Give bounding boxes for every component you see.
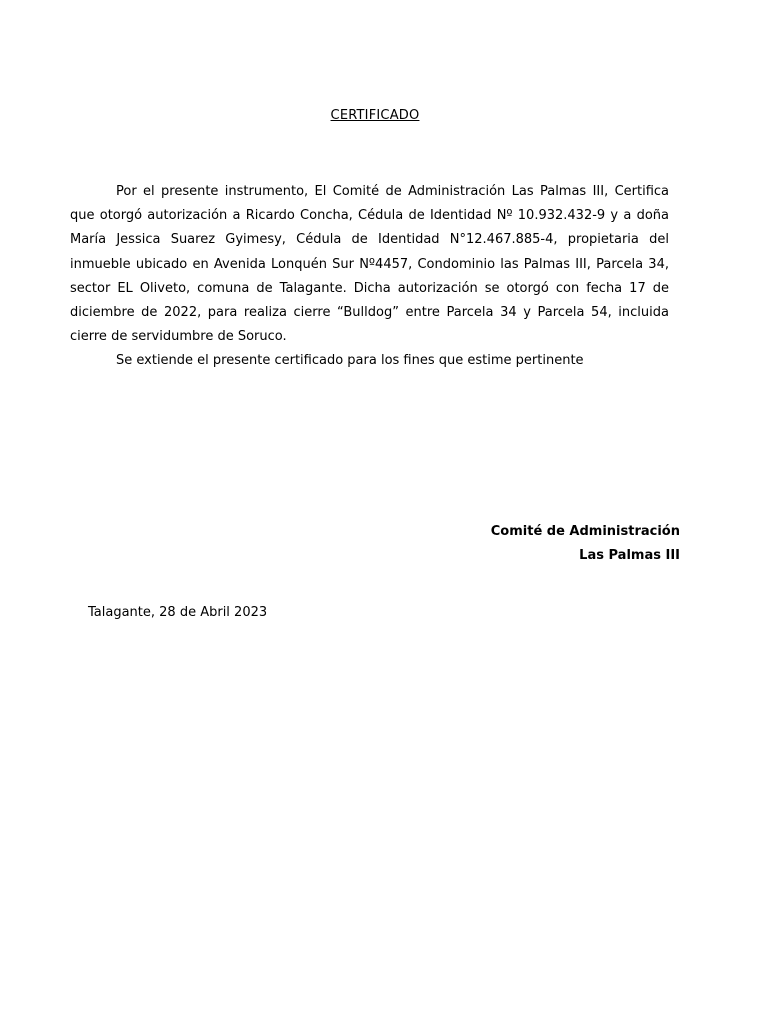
document-title: CERTIFICADO — [330, 108, 420, 123]
signature-block — [491, 520, 680, 568]
certificate-paragraph: Por el presente instrumento, El Comité de Administración Las Palmas III, Certifica que otorgó autorización a Ricardo Concha, Cédula de Identidad Nº 10.932.432-9 y a doña María Jessica Suarez Gyimesy, Cédula de Identidad N°12.467.885-4, propietaria del inmueble ubicado en Avenida Lonquén Sur Nº4457, Condominio las Palmas III, Parcela 34, sector EL Oliveto, comuna de Talagante. Dicha autorización se otorgó con fecha 17 de diciembre de 2022, para realiza cierre “Bulldog” entre Parcela 34 y Parcela 54, incluida cierre de servidumbre de Soruco. — [70, 184, 669, 345]
closing-paragraph: Se extiende el presente certificado para los fines que estime pertinente — [116, 353, 584, 369]
place-date: Talagante, 28 de Abril 2023 — [88, 605, 268, 620]
document-body — [70, 180, 669, 374]
signature-line-condominium: Las Palmas III — [579, 548, 680, 563]
signature-line-committee: Comité de Administración — [490, 524, 680, 539]
